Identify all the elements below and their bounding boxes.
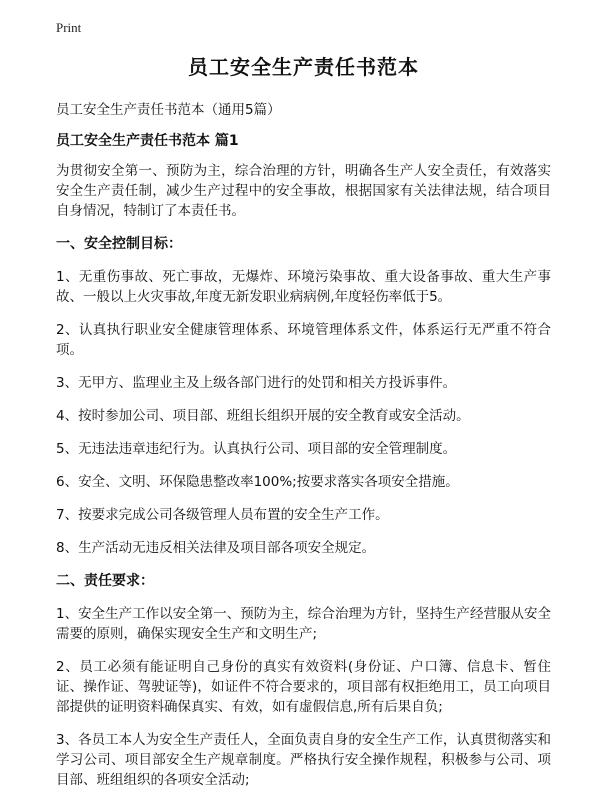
goal-item: 1、无重伤事故、死亡事故，无爆炸、环境污染事故、重大设备事故、重大生产事故、一般以上火灾事故,年度无新发职业病病例,年度轻伤率低于5。 bbox=[56, 269, 551, 305]
goal-item: 7、按要求完成公司各级管理人员布置的安全生产工作。 bbox=[56, 507, 389, 523]
goal-item: 8、生产活动无违反相关法律及项目部各项安全规定。 bbox=[56, 540, 376, 556]
intro-paragraph: 为贯彻安全第一、预防为主，综合治理的方针，明确各生产人安全责任，有效落实安全生产责任制，减少生产过程中的安全事故，根据国家有关法律法规，结合项目自身情况，特制订了本责任书。 bbox=[56, 163, 551, 219]
goal-item: 5、无违法违章违纪行为。认真执行公司、项目部的安全管理制度。 bbox=[56, 441, 457, 457]
requirement-item: 1、安全生产工作以安全第一、预防为主，综合治理为方针，坚持生产经营服从安全需要的原则，确保实现安全生产和文明生产; bbox=[56, 606, 551, 642]
goals-heading: 一、安全控制目标： bbox=[56, 236, 182, 252]
print-label[interactable]: Print bbox=[56, 20, 82, 35]
goal-item: 6、安全、文明、环保隐患整改率100%;按要求落实各项安全措施。 bbox=[56, 474, 459, 490]
requirement-item: 3、各员工本人为安全生产责任人，全面负责自身的安全生产工作，认真贯彻落实和学习公司、项目部安全生产规章制度。严格执行安全操作规程，积极参与公司、项目部、班组组织的各项安全活动; bbox=[56, 732, 551, 788]
document-title: 员工安全生产责任书范本 bbox=[188, 55, 419, 79]
requirement-item: 2、员工必须有能证明自己身份的真实有效资料(身份证、户口簿、信息卡、暂住证、操作证、驾驶证等)，如证件不符合要求的，项目部有权拒绝用工，员工向项目部提供的证明资料确保真实、有效，如有虚假信息,所有后果自负; bbox=[56, 659, 551, 715]
requirements-heading: 二、责任要求： bbox=[56, 573, 154, 589]
goal-item: 3、无甲方、监理业主及上级各部门进行的处罚和相关方投诉事件。 bbox=[56, 375, 457, 391]
goal-item: 4、按时参加公司、项目部、班组长组织开展的安全教育或安全活动。 bbox=[56, 408, 470, 424]
section-title: 员工安全生产责任书范本 篇1 bbox=[56, 133, 239, 149]
goal-item: 2、认真执行职业安全健康管理体系、环境管理体系文件，体系运行无严重不符合项。 bbox=[56, 322, 551, 358]
document-subtitle: 员工安全生产责任书范本（通用5篇） bbox=[56, 102, 281, 118]
document-body bbox=[56, 50, 551, 803]
